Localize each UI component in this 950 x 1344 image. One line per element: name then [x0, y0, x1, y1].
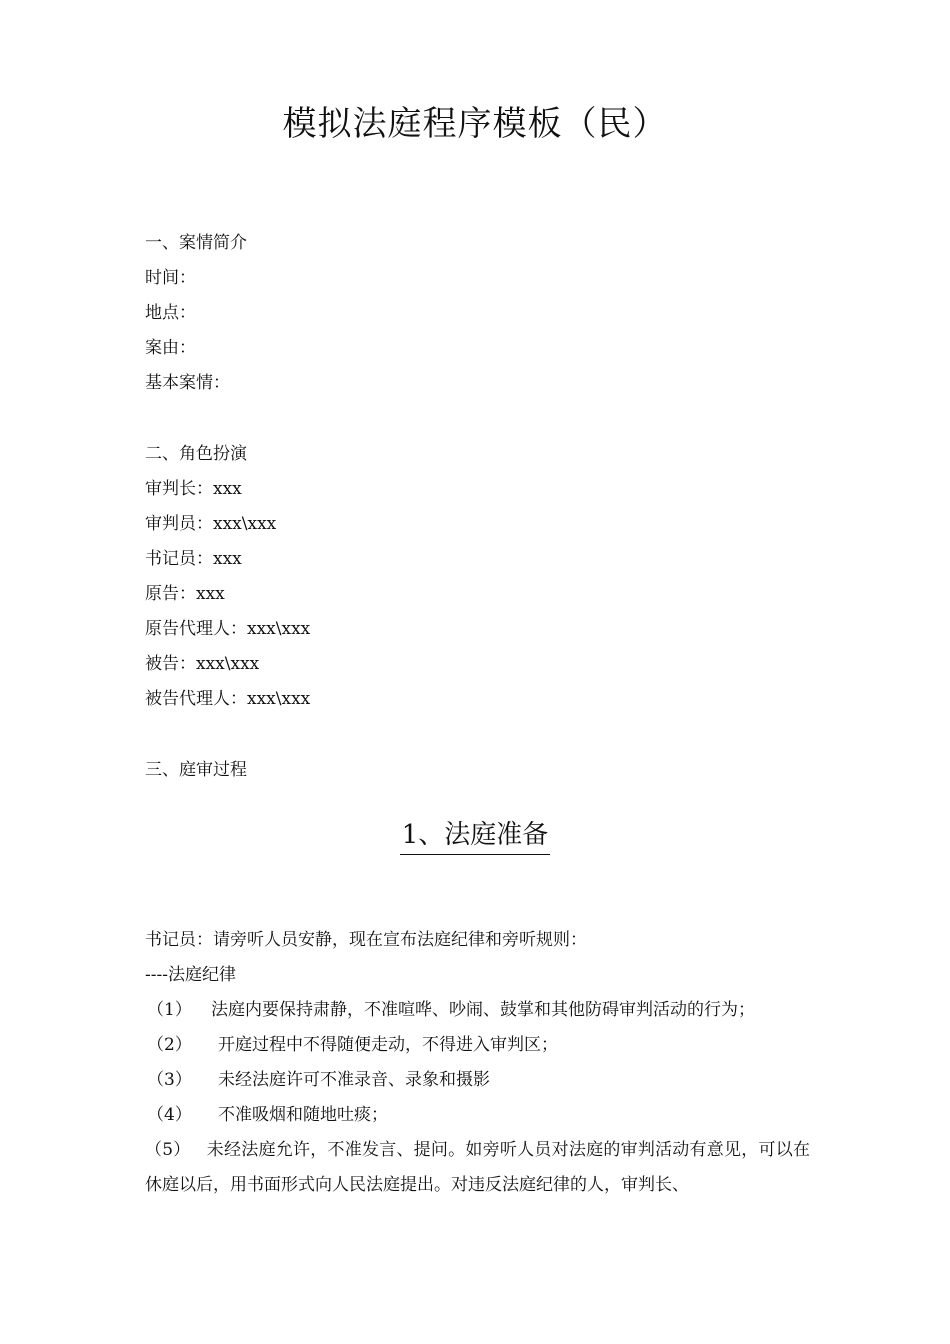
field-place: 地点：: [145, 303, 196, 323]
role-presiding-judge: 审判长：xxx: [145, 479, 242, 499]
rule-text: 法庭内要保持肃静，不准喧哗、吵闹、鼓掌和其他防碍审判活动的行为；: [211, 1000, 755, 1020]
field-cause: 案由：: [145, 338, 196, 358]
role-plaintiff-agent: 原告代理人：xxx\xxx: [145, 619, 311, 639]
rule-item: [147, 1032, 558, 1058]
field-basic-facts: 基本案情：: [145, 373, 230, 393]
subheading-court-preparation: [0, 816, 950, 855]
role-clerk: 书记员：xxx: [145, 549, 242, 569]
rule-item-5-paragraph: [145, 1133, 810, 1203]
section-heading-roles: 二、角色扮演: [145, 444, 247, 464]
rule-text: 开庭过程中不得随便走动，不得进入审判区；: [218, 1035, 558, 1055]
rule-text: 未经法庭许可不准录音、录象和摄影: [218, 1070, 490, 1090]
rule-item: [147, 997, 755, 1023]
rule-text: 不准吸烟和随地吐痰；: [218, 1105, 388, 1125]
rule-text: 未经法庭允许，不准发言、提问。如旁听人员对法庭的审判活动有意见，可以在休庭以后，用书面形式向人民法庭提出。对违反法庭纪律的人，审判长、: [145, 1140, 810, 1195]
section-heading-case-summary: 一、案情简介: [145, 233, 247, 253]
rule-number: （5）: [145, 1140, 191, 1160]
rule-number: （4）: [147, 1105, 192, 1125]
subheading-text: 1、法庭准备: [400, 816, 551, 855]
rule-item: [147, 1067, 490, 1093]
role-defendant: 被告：xxx\xxx: [145, 654, 260, 674]
document-title: 模拟法庭程序模板（民）: [282, 104, 668, 144]
rule-number: （1）: [147, 1000, 192, 1020]
role-plaintiff: 原告：xxx: [145, 584, 225, 604]
clerk-statement: 书记员：请旁听人员安静，现在宣布法庭纪律和旁听规则：: [145, 930, 587, 950]
role-defendant-agent: 被告代理人：xxx\xxx: [145, 689, 311, 709]
rule-number: （2）: [147, 1035, 192, 1055]
field-time: 时间：: [145, 268, 196, 288]
rule-number: （3）: [147, 1070, 192, 1090]
discipline-label: ----法庭纪律: [145, 965, 236, 985]
rule-item: [147, 1102, 388, 1128]
role-judges: 审判员：xxx\xxx: [145, 514, 277, 534]
section-heading-trial-process: 三、庭审过程: [145, 760, 247, 780]
